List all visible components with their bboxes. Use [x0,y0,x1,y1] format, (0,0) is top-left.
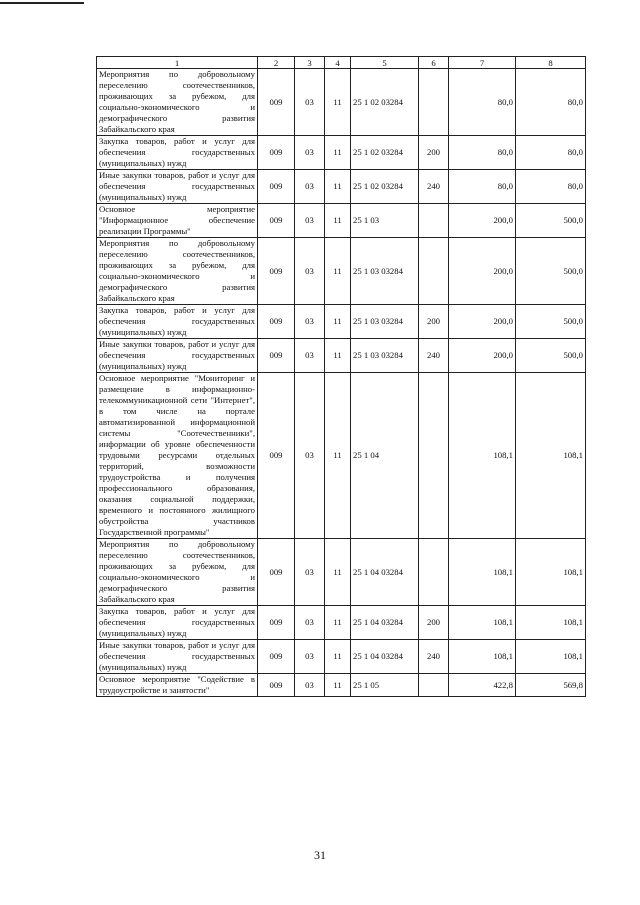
section-code: 03 [295,539,325,606]
amount-col7: 80,0 [449,170,516,204]
target-code: 25 1 03 03284 [351,339,419,373]
subsection-code: 11 [325,606,351,640]
ved-code: 009 [258,238,295,305]
row-name: Мероприятия по добровольному переселению соотечественников, проживающих за рубежом, для социально-экономического и демографического развития Забайкальского края [97,539,258,606]
amount-col7: 200,0 [449,339,516,373]
section-code: 03 [295,674,325,697]
ved-code: 009 [258,606,295,640]
target-code: 25 1 04 03284 [351,640,419,674]
expense-type: 240 [419,640,449,674]
table-row [97,170,586,204]
section-code: 03 [295,373,325,539]
row-name: Мероприятия по добровольному переселению соотечественников, проживающих за рубежом, для социально-экономического и демографического развития Забайкальского края [97,69,258,136]
amount-col7: 108,1 [449,539,516,606]
ved-code: 009 [258,170,295,204]
amount-col8: 500,0 [516,339,586,373]
table-row [97,204,586,238]
row-name: Основное мероприятие "Информационное обеспечение реализации Программы" [97,204,258,238]
section-code: 03 [295,238,325,305]
target-code: 25 1 02 03284 [351,69,419,136]
expense-type [419,204,449,238]
expense-type [419,373,449,539]
amount-col8: 108,1 [516,539,586,606]
target-code: 25 1 02 03284 [351,136,419,170]
target-code: 25 1 03 03284 [351,305,419,339]
ved-code: 009 [258,640,295,674]
expense-type: 200 [419,136,449,170]
amount-col7: 108,1 [449,606,516,640]
amount-col7: 200,0 [449,305,516,339]
section-code: 03 [295,170,325,204]
ved-code: 009 [258,69,295,136]
target-code: 25 1 03 03284 [351,238,419,305]
amount-col8: 500,0 [516,305,586,339]
table-row [97,674,586,697]
amount-col8: 80,0 [516,136,586,170]
row-name: Основное мероприятие "Содействие в трудоустройстве и занятости" [97,674,258,697]
column-header: 1 [97,57,258,69]
table-row [97,539,586,606]
amount-col8: 80,0 [516,170,586,204]
row-name: Иные закупки товаров, работ и услуг для обеспечения государственных (муниципальных) нужд [97,339,258,373]
ved-code: 009 [258,305,295,339]
amount-col8: 108,1 [516,640,586,674]
row-name: Иные закупки товаров, работ и услуг для обеспечения государственных (муниципальных) нужд [97,640,258,674]
expense-type [419,69,449,136]
subsection-code: 11 [325,339,351,373]
row-name: Мероприятия по добровольному переселению соотечественников, проживающих за рубежом, для социально-экономического и демографического развития Забайкальского края [97,238,258,305]
scan-corner-mark [0,2,84,4]
expense-type: 200 [419,305,449,339]
table-row [97,373,586,539]
section-code: 03 [295,339,325,373]
subsection-code: 11 [325,640,351,674]
section-code: 03 [295,136,325,170]
subsection-code: 11 [325,204,351,238]
subsection-code: 11 [325,238,351,305]
row-name: Закупка товаров, работ и услуг для обеспечения государственных (муниципальных) нужд [97,305,258,339]
budget-table [96,56,586,697]
table-row [97,606,586,640]
target-code: 25 1 04 03284 [351,606,419,640]
subsection-code: 11 [325,674,351,697]
expense-type [419,238,449,305]
section-code: 03 [295,204,325,238]
row-name: Закупка товаров, работ и услуг для обеспечения государственных (муниципальных) нужд [97,136,258,170]
table-row [97,305,586,339]
subsection-code: 11 [325,539,351,606]
expense-type: 240 [419,170,449,204]
target-code: 25 1 02 03284 [351,170,419,204]
table-row [97,640,586,674]
amount-col8: 108,1 [516,606,586,640]
column-header: 3 [295,57,325,69]
amount-col8: 108,1 [516,373,586,539]
ved-code: 009 [258,674,295,697]
column-header: 5 [351,57,419,69]
amount-col7: 422,8 [449,674,516,697]
ved-code: 009 [258,339,295,373]
table-row [97,238,586,305]
subsection-code: 11 [325,373,351,539]
table-row [97,339,586,373]
column-number-row [97,57,586,69]
row-name: Основное мероприятие "Мониторинг и размещение в информационно-телекоммуникационной сети "Интернет", в том числе на портале автоматизированной информационной системы "Соотечественники", информации об уровне обеспеченности трудовыми ресурсами отдельных территорий, возможности трудоустройства и получения профессионального образования, оказания социальной поддержки, временного и постоянного жилищного обустройства участников Государственной программы" [97,373,258,539]
subsection-code: 11 [325,136,351,170]
expense-type [419,674,449,697]
column-header: 8 [516,57,586,69]
amount-col8: 500,0 [516,204,586,238]
column-header: 7 [449,57,516,69]
ved-code: 009 [258,539,295,606]
table-row [97,136,586,170]
section-code: 03 [295,69,325,136]
column-header: 4 [325,57,351,69]
ved-code: 009 [258,136,295,170]
subsection-code: 11 [325,305,351,339]
target-code: 25 1 04 03284 [351,539,419,606]
section-code: 03 [295,606,325,640]
amount-col7: 108,1 [449,373,516,539]
amount-col8: 569,8 [516,674,586,697]
section-code: 03 [295,640,325,674]
table-row [97,69,586,136]
amount-col8: 500,0 [516,238,586,305]
expense-type: 240 [419,339,449,373]
subsection-code: 11 [325,69,351,136]
target-code: 25 1 05 [351,674,419,697]
amount-col7: 200,0 [449,204,516,238]
amount-col8: 80,0 [516,69,586,136]
page-number: 31 [314,848,326,862]
row-name: Иные закупки товаров, работ и услуг для обеспечения государственных (муниципальных) нужд [97,170,258,204]
target-code: 25 1 03 [351,204,419,238]
amount-col7: 80,0 [449,136,516,170]
subsection-code: 11 [325,170,351,204]
target-code: 25 1 04 [351,373,419,539]
amount-col7: 200,0 [449,238,516,305]
column-header: 6 [419,57,449,69]
expense-type [419,539,449,606]
section-code: 03 [295,305,325,339]
amount-col7: 108,1 [449,640,516,674]
expense-type: 200 [419,606,449,640]
row-name: Закупка товаров, работ и услуг для обеспечения государственных (муниципальных) нужд [97,606,258,640]
column-header: 2 [258,57,295,69]
ved-code: 009 [258,204,295,238]
ved-code: 009 [258,373,295,539]
amount-col7: 80,0 [449,69,516,136]
